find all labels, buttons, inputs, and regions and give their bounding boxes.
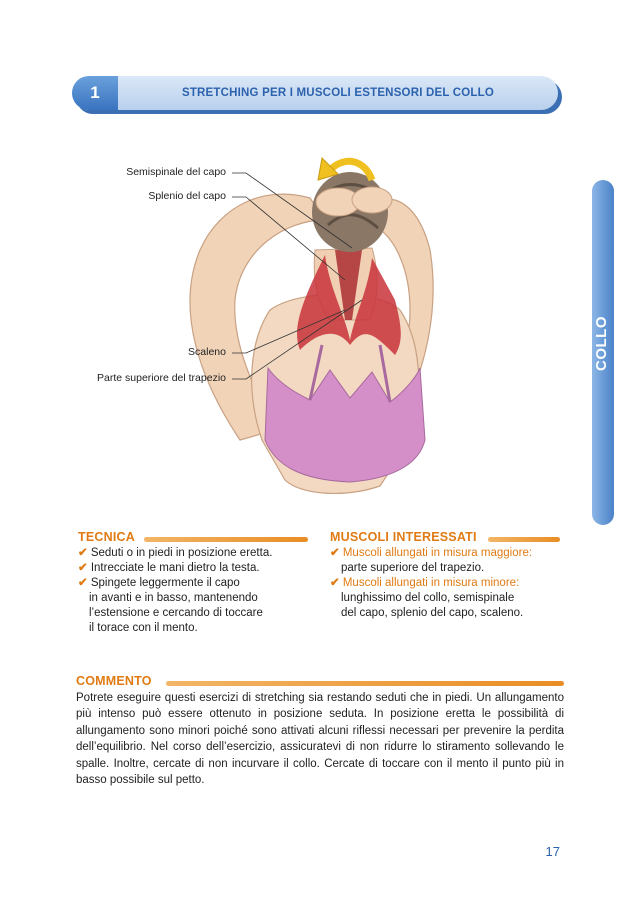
tecnica-underline: [144, 537, 308, 542]
minor-text: lunghissimo del collo, semispinale: [341, 592, 515, 604]
exercise-number: 1: [72, 76, 118, 110]
label-splenio: Splenio del capo: [148, 190, 226, 202]
label-trapezio: Parte superiore del trapezio: [97, 372, 226, 384]
tecnica-continuation: il torace con il mento.: [89, 622, 198, 634]
tecnica-item: ✔ Spingete leggermente il capo: [78, 577, 240, 589]
label-semispinale: Semispinale del capo: [126, 166, 226, 178]
label-scaleno: Scaleno: [188, 346, 226, 358]
tecnica-list: [78, 546, 318, 636]
muscoli-list: [330, 546, 570, 621]
muscoli-title: MUSCOLI INTERESSATI: [330, 530, 477, 544]
tecnica-item: ✔ Seduti o in piedi in posizione eretta.: [78, 547, 273, 559]
major-label: Muscoli allungati in misura maggiore:: [342, 547, 533, 559]
check-icon: ✔: [78, 577, 88, 589]
tecnica-item: ✔ Intrecciate le mani dietro la testa.: [78, 562, 260, 574]
tecnica-title: TECNICA: [78, 530, 135, 544]
minor-text: del capo, splenio del capo, scaleno.: [341, 607, 524, 619]
page-number: 17: [545, 844, 560, 859]
tecnica-continuation: l’estensione e cercando di toccare: [89, 607, 263, 619]
check-icon: ✔: [78, 547, 88, 559]
muscoli-underline: [488, 537, 560, 542]
commento-text: Potrete eseguire questi esercizi di stretching sia restando seduti che in piedi. Un allungamento più intenso può essere ottenuto in posizione seduta. In posizione eretta le possibilità di allungamento sono minori poiché sono attivati alcuni riflessi necessari per prevenire la perdita dell’equilibrio. Nel corso dell’esercizio, assicuratevi di non ridurre lo stiramento sollevando le spalle. Inoltre, cercate di non incurvare il collo. Cercate di toccare con il mento il punto più in basso possibile sul petto.: [76, 692, 564, 787]
check-icon: ✔: [78, 562, 88, 574]
check-icon: ✔: [330, 577, 340, 589]
commento-title: COMMENTO: [76, 674, 152, 688]
commento-underline: [166, 681, 564, 686]
minor-label: Muscoli allungati in misura minore:: [342, 577, 520, 589]
side-tab-label: COLLO: [593, 316, 610, 371]
right-hand: [352, 187, 392, 213]
major-text: parte superiore del trapezio.: [341, 562, 485, 574]
tecnica-continuation: in avanti e in basso, mantenendo: [89, 592, 258, 604]
check-icon: ✔: [330, 547, 340, 559]
page-title: STRETCHING PER I MUSCOLI ESTENSORI DEL COLLO: [181, 87, 495, 99]
